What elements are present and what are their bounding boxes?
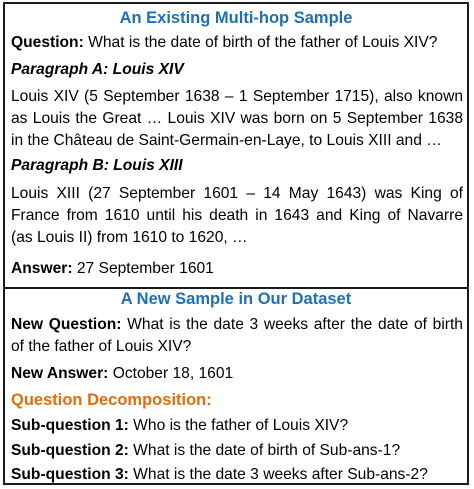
paragraph-b-line-3: (as Louis II) from 1610 to 1620, … — [11, 229, 248, 246]
new-answer-text: October 18, 1601 — [112, 365, 234, 382]
paragraph-a-line-1: Louis XIV (5 September 1638 – 1 September 1715), also known — [11, 88, 463, 105]
new-question-text-1: What is the date 3 weeks after the date of birth — [127, 316, 463, 333]
answer-line — [11, 258, 463, 280]
sub-question-3 — [11, 464, 463, 486]
answer-text: 27 September 1601 — [76, 260, 214, 277]
sub-question-2-text: What is the date of birth of Sub-ans-1? — [133, 442, 401, 459]
existing-sample-panel — [5, 4, 467, 287]
sub-question-2-label: Sub-question 2: — [11, 442, 129, 459]
paragraph-b-line-1: Louis XIII (27 September 1601 – 14 May 1643) was King of — [11, 185, 463, 202]
question-line — [11, 32, 463, 54]
new-question-line-1 — [11, 314, 463, 336]
sub-question-3-label: Sub-question 3: — [11, 466, 129, 483]
paragraph-a-line-3: in the Château de Saint-Germain-en-Laye, to Louis XIII and … — [11, 132, 442, 149]
answer-label: Answer: — [11, 260, 73, 277]
paragraph-b-title: Paragraph B: Louis XIII — [11, 157, 183, 174]
new-sample-panel — [5, 287, 467, 483]
sub-question-2 — [11, 440, 463, 462]
sub-question-3-text: What is the date 3 weeks after Sub-ans-2? — [133, 466, 428, 483]
question-text: What is the date of birth of the father of Louis XIV? — [88, 34, 438, 51]
new-answer-label: New Answer: — [11, 365, 109, 382]
existing-sample-title: An Existing Multi-hop Sample — [119, 9, 353, 27]
new-answer-line — [11, 363, 463, 385]
figure-frame — [3, 2, 469, 485]
paragraph-b-line-2: France from 1610 until his death in 1643 and King of Navarre — [11, 207, 463, 224]
paragraph-a-line-2: as Louis the Great … Louis XIV was born on 5 September 1638 — [11, 110, 463, 127]
new-question-line-2: of the father of Louis XIV? — [11, 338, 192, 355]
paragraph-a-title: Paragraph A: Louis XIV — [11, 61, 184, 78]
sub-question-1-label: Sub-question 1: — [11, 417, 129, 434]
question-label: Question: — [11, 34, 84, 51]
sub-question-1-text: Who is the father of Louis XIV? — [133, 417, 349, 434]
sub-question-1 — [11, 415, 463, 437]
new-sample-title: A New Sample in Our Dataset — [120, 290, 352, 308]
new-question-label: New Question: — [11, 316, 122, 333]
decomposition-heading: Question Decomposition: — [11, 391, 212, 409]
